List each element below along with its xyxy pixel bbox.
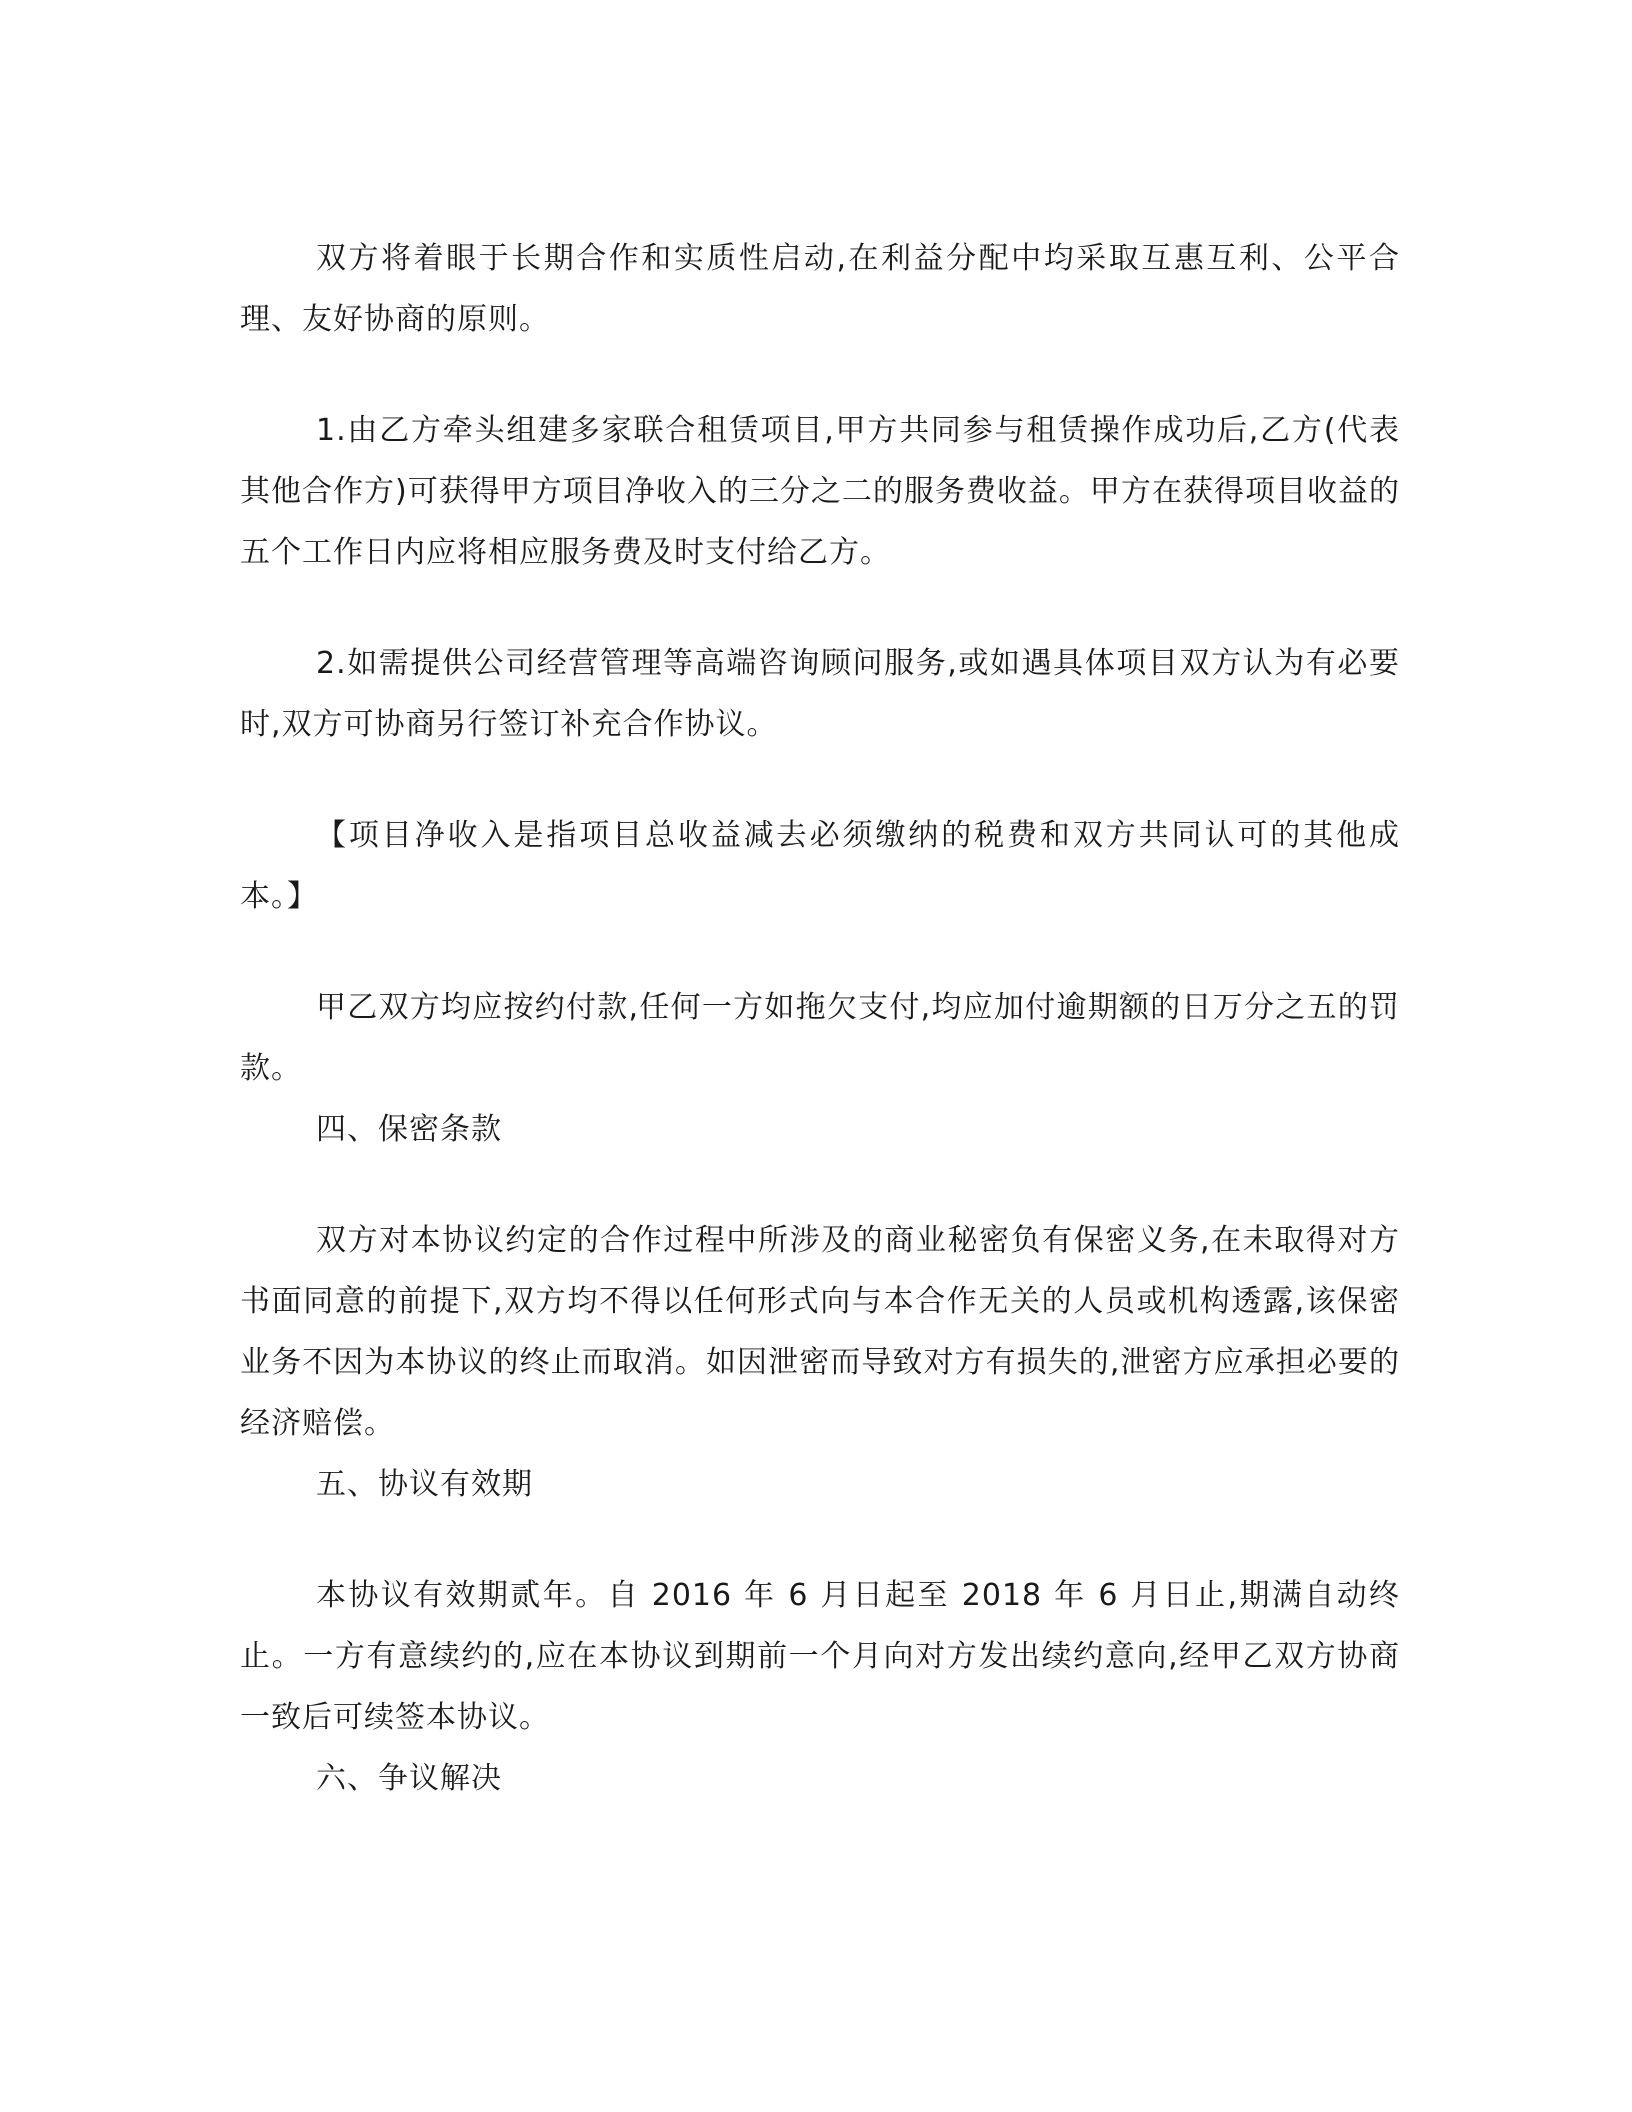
section-heading-dispute: 六、争议解决 xyxy=(316,1761,502,1796)
section-heading-validity: 五、协议有效期 xyxy=(316,1467,533,1502)
paragraph-clause-1: 1.由乙方牵头组建多家联合租赁项目,甲方共同参与租赁操作成功后,乙方(代表其他合作方)可获得甲方项目净收入的三分之二的服务费收益。甲方在获得项目收益的五个工作日内应将相应服务费及时支付给乙方。 xyxy=(240,413,1400,570)
paragraph-confidentiality: 双方对本协议约定的合作过程中所涉及的商业秘密负有保密义务,在未取得对方书面同意的前提下,双方均不得以任何形式向与本合作无关的人员或机构透露,该保密业务不因为本协议的终止而取消。如因泄密而导致对方有损失的,泄密方应承担必要的经济赔偿。 xyxy=(240,1223,1400,1441)
paragraph-late-payment: 甲乙双方均应按约付款,任何一方如拖欠支付,均应加付逾期额的日万分之五的罚款。 xyxy=(240,990,1400,1086)
paragraph-net-income-note: 【项目净收入是指项目总收益减去必须缴纳的税费和双方共同认可的其他成本。】 xyxy=(240,818,1400,914)
document-page xyxy=(240,228,1400,1809)
paragraph-clause-2: 2.如需提供公司经营管理等高端咨询顾问服务,或如遇具体项目双方认为有必要时,双方可协商另行签订补充合作协议。 xyxy=(240,646,1400,742)
paragraph-validity: 本协议有效期贰年。自 2016 年 6 月日起至 2018 年 6 月日止,期满自动终止。一方有意续约的,应在本协议到期前一个月向对方发出续约意向,经甲乙双方协商一致后可续签本协议。 xyxy=(240,1578,1400,1735)
paragraph-benefit-principle: 双方将着眼于长期合作和实质性启动,在利益分配中均采取互惠互利、公平合理、友好协商的原则。 xyxy=(240,241,1400,337)
section-heading-confidentiality: 四、保密条款 xyxy=(316,1112,502,1147)
